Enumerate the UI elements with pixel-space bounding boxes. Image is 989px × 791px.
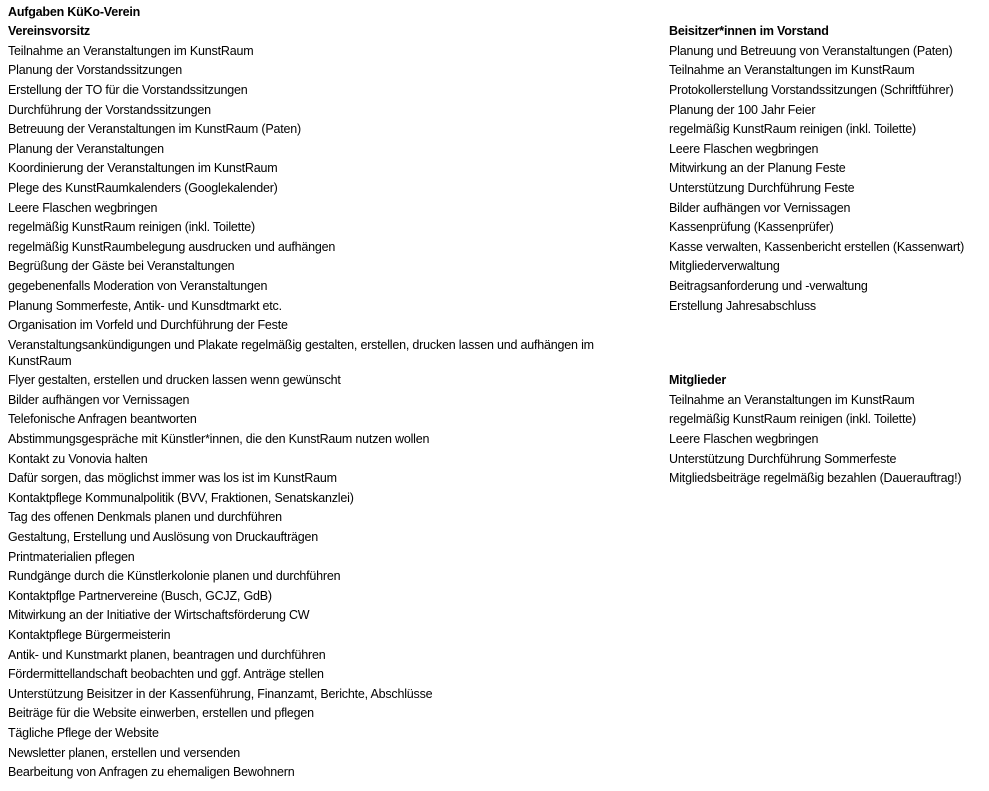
task-item: Erstellung Jahresabschluss [669,298,816,313]
task-item: Leere Flaschen wegbringen [669,431,819,446]
task-item: Planung der Veranstaltungen [8,141,164,156]
task-item: Mitwirkung an der Initiative der Wirtschaftsförderung CW [8,608,310,623]
task-item: Antik- und Kunstmarkt planen, beantragen und durchführen [8,647,326,662]
task-item: Dafür sorgen, das möglichst immer was los ist im KunstRaum [8,471,337,486]
task-item: Bilder aufhängen vor Vernissagen [669,200,851,215]
task-item: Flyer gestalten, erstellen und drucken lassen wenn gewünscht [8,373,341,388]
task-item: Unterstützung Beisitzer in der Kassenführung, Finanzamt, Berichte, Abschlüsse [8,686,433,701]
task-item: Fördermittellandschaft beobachten und ggf. Anträge stellen [8,667,324,682]
task-item: Betreuung der Veranstaltungen im KunstRaum (Paten) [8,122,301,137]
task-item: Printmaterialien pflegen [8,549,135,564]
task-list-beisitzer [669,41,987,315]
task-item: gegebenenfalls Moderation von Veranstaltungen [8,278,268,293]
task-item: Leere Flaschen wegbringen [8,200,158,215]
task-item: Plege des KunstRaumkalenders (Googlekalender) [8,180,278,195]
task-item: Gestaltung, Erstellung und Auslösung von Druckaufträgen [8,530,319,545]
task-item: Kontaktpflge Partnervereine (Busch, GCJZ, GdB) [8,588,272,603]
task-item: Kasse verwalten, Kassenbericht erstellen (Kassenwart) [669,239,965,254]
task-item: Mitwirkung an der Planung Feste [669,161,846,176]
task-item: Organisation im Vorfeld und Durchführung der Feste [8,318,288,333]
task-item: Kontakt zu Vonovia halten [8,451,148,466]
task-item: Teilnahme an Veranstaltungen im KunstRaum [8,43,254,58]
section-mitglieder [669,371,987,488]
task-item: Begrüßung der Gäste bei Veranstaltungen [8,259,235,274]
task-item: Planung Sommerfeste, Antik- und Kunsdtmarkt etc. [8,298,282,313]
section-heading-beisitzer: Beisitzer*innen im Vorstand [669,24,829,38]
section-heading-mitglieder: Mitglieder [669,373,727,387]
document-title: Aufgaben KüKo-Verein [8,5,141,19]
task-item: Protokollerstellung Vorstandssitzungen (Schriftführer) [669,82,954,97]
task-item: Durchführung der Vorstandssitzungen [8,102,211,117]
task-list-vereinsvorsitz [8,41,648,782]
task-item: Koordinierung der Veranstaltungen im KunstRaum [8,161,278,176]
task-item: Kontaktpflege Kommunalpolitik (BVV, Fraktionen, Senatskanzlei) [8,490,354,505]
task-item: Bearbeitung von Anfragen zu ehemaligen Bewohnern [8,765,295,780]
task-item: Beitragsanforderung und -verwaltung [669,278,868,293]
section-heading-vereinsvorsitz: Vereinsvorsitz [8,24,90,38]
task-item: Tägliche Pflege der Website [8,725,159,740]
section-beisitzer [669,22,987,315]
task-item: Unterstützung Durchführung Feste [669,180,855,195]
task-item: Beiträge für die Website einwerben, erstellen und pflegen [8,706,314,721]
task-item: Mitgliederverwaltung [669,259,780,274]
task-item: Tag des offenen Denkmals planen und durchführen [8,510,282,525]
task-item: Kassenprüfung (Kassenprüfer) [669,220,834,235]
task-item: regelmäßig KunstRaum reinigen (inkl. Toilette) [669,122,916,137]
task-item: Teilnahme an Veranstaltungen im KunstRaum [669,392,915,407]
task-item: regelmäßig KunstRaumbelegung ausdrucken und aufhängen [8,239,336,254]
task-item: Rundgänge durch die Künstlerkolonie planen und durchführen [8,569,341,584]
task-item: Telefonische Anfragen beantworten [8,412,197,427]
task-item: Bilder aufhängen vor Vernissagen [8,392,190,407]
task-item: Unterstützung Durchführung Sommerfeste [669,451,897,466]
task-item: Planung der 100 Jahr Feier [669,102,816,117]
task-item: Mitgliedsbeiträge regelmäßig bezahlen (Dauerauftrag!) [669,471,962,486]
task-item: Kontaktpflege Bürgermeisterin [8,628,171,643]
task-item: Leere Flaschen wegbringen [669,141,819,156]
task-item: regelmäßig KunstRaum reinigen (inkl. Toilette) [8,220,255,235]
task-item: Veranstaltungsankündigungen und Plakate regelmäßig gestalten, erstellen, drucken lassen und aufhängen im KunstRaum [8,337,594,368]
task-item: Teilnahme an Veranstaltungen im KunstRaum [669,63,915,78]
task-list-mitglieder [669,390,987,488]
task-item: Abstimmungsgespräche mit Künstler*innen, die den KunstRaum nutzen wollen [8,432,430,447]
task-item: Planung und Betreuung von Veranstaltungen (Paten) [669,43,953,58]
task-item: regelmäßig KunstRaum reinigen (inkl. Toilette) [669,412,916,427]
section-vereinsvorsitz [8,22,648,782]
task-item: Planung der Vorstandssitzungen [8,63,182,78]
task-item: Newsletter planen, erstellen und versenden [8,745,241,760]
task-item: Erstellung der TO für die Vorstandssitzungen [8,82,248,97]
